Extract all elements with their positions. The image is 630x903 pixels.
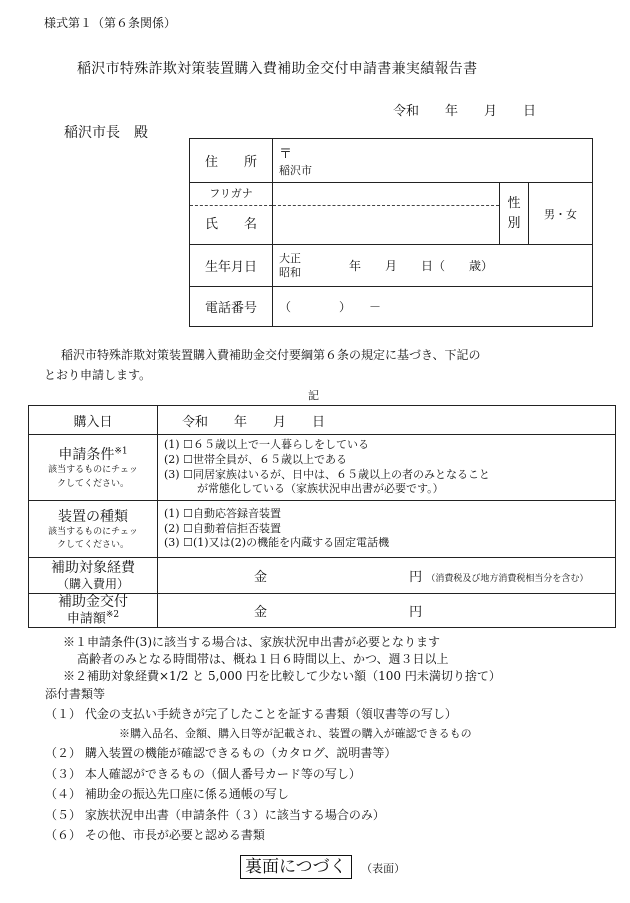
continue-label: 裏面につづく (240, 855, 352, 879)
note-1a: ※１申請条件(3)に該当する場合は、家族状況申出書が必要となります (63, 635, 441, 649)
name-input[interactable] (273, 205, 499, 244)
cost-sublabel: （購入費用） (56, 576, 129, 591)
furigana-label: フリガナ (209, 187, 253, 200)
attachment-1-sub: ※購入品名、金額、購入日等が記載され、装置の購入が確認できるもの (119, 727, 472, 740)
condition-3[interactable]: (3) ☐同居家族はいるが、日中は、６５歳以上の者のみとなること (164, 467, 490, 481)
birth-label: 生年月日 (190, 245, 273, 287)
form-number: 様式第１（第６条関係） (44, 16, 177, 30)
attachment-3: （３） 本人確認ができるもの（個人番号カード等の写し） (45, 767, 361, 781)
phone-label: 電話番号 (190, 287, 273, 327)
conditions-note-2: クしてください。 (56, 478, 129, 489)
device-1[interactable]: (1) ☐自動応答録音装置 (164, 506, 281, 520)
date-line: 令和 年 月 日 (393, 104, 537, 119)
applicant-table (189, 138, 593, 327)
devices-note-1: 該当するものにチェッ (48, 526, 138, 537)
grant-sublabel: 申請額$^{※2}$ (66, 610, 120, 627)
attachment-1: （１） 代金の支払い手続きが完了したことを証する書類（領収書等の写し） (45, 707, 457, 721)
conditions-note-1: 該当するものにチェッ (48, 465, 138, 475)
conditions-label-cell (29, 435, 158, 501)
name-label: 氏 名 (190, 205, 272, 244)
side-label: （表面） (361, 862, 406, 875)
purchase-date-field[interactable]: 令和 年 月 日 (158, 406, 616, 435)
condition-2[interactable]: (2) ☐世帯全員が、６５歳以上である (164, 452, 347, 466)
grant-field[interactable] (158, 594, 616, 628)
attachment-5: （５） 家族状況申出書（申請条件（３）に該当する場合のみ） (45, 808, 385, 822)
birth-field[interactable] (273, 245, 593, 287)
device-3[interactable]: (3) ☐(1)又は(2)の機能を内蔵する固定電話機 (164, 536, 390, 550)
cost-kin: 金 (254, 570, 268, 585)
ki-marker: 記 (308, 389, 319, 402)
devices-options[interactable] (158, 501, 616, 558)
attachment-6: （６） その他、市長が必要と認める書類 (45, 828, 265, 842)
condition-3-cont: が常態化している（家族状況申出書が必要です。） (164, 482, 444, 496)
address-field[interactable] (273, 139, 593, 183)
note-2: ※２補助対象経費×1/2 と 5,000 円を比較して少ない額（100 円未満切り捨て） (63, 669, 501, 683)
address-value: 稲沢市 (279, 164, 312, 177)
cost-yen: 円 (409, 570, 423, 585)
conditions-options[interactable] (158, 435, 616, 501)
purchase-date-label: 購入日 (29, 406, 158, 435)
page-title: 稲沢市特殊詐欺対策装置購入費補助金交付申請書兼実績報告書 (77, 61, 478, 77)
cost-tax-note: （消費税及び地方消費税相当分を含む） (426, 574, 589, 584)
grant-kin: 金 (254, 605, 268, 621)
attachment-4: （４） 補助金の振込先口座に係る通帳の写し (45, 787, 289, 801)
furigana-input[interactable] (273, 183, 499, 205)
address-label: 住 所 (190, 139, 273, 183)
cost-label-cell (29, 558, 158, 594)
continue-box (240, 852, 405, 877)
grant-yen: 円 (409, 605, 423, 621)
gender-options[interactable]: 男・女 (529, 183, 593, 245)
conditions-label: 申請条件$^{※1}$ (58, 446, 128, 463)
attachment-2: （２） 購入装置の機能が確認できるもの（カタログ、説明書等） (45, 746, 397, 760)
devices-label: 装置の種類 (58, 508, 128, 525)
application-table (28, 405, 616, 628)
devices-label-cell (29, 501, 158, 558)
condition-1[interactable]: (1) ☐６５歳以上で一人暮らしをしている (164, 437, 369, 451)
birth-fields: 年 月 日（ 歳） (349, 259, 494, 273)
attachments-title: 添付書類等 (45, 687, 106, 701)
device-2[interactable]: (2) ☐自動着信拒否装置 (164, 521, 281, 535)
cost-label: 補助対象経費 (51, 559, 135, 576)
addressee: 稲沢市長 殿 (64, 125, 148, 141)
name-label-cell (190, 183, 273, 245)
devices-note-2: クしてください。 (56, 540, 129, 550)
gender-label: 性 別 (500, 183, 529, 245)
note-1b: 高齢者のみとなる時間帯は、概ね１日６時間以上、かつ、週３日以上 (77, 652, 449, 666)
postal-mark: 〒 (279, 147, 293, 162)
cost-field[interactable] (158, 558, 616, 594)
grant-label-cell (29, 594, 158, 628)
name-field[interactable] (273, 183, 500, 245)
intro-line-2: とおり申請します。 (44, 368, 152, 382)
phone-field[interactable]: （ ） － (273, 287, 593, 327)
grant-label: 補助金交付 (58, 594, 128, 610)
era-options: 大正 昭和 (279, 252, 301, 279)
intro-line-1: 稲沢市特殊詐欺対策装置購入費補助金交付要綱第６条の規定に基づき、下記の (61, 348, 481, 362)
